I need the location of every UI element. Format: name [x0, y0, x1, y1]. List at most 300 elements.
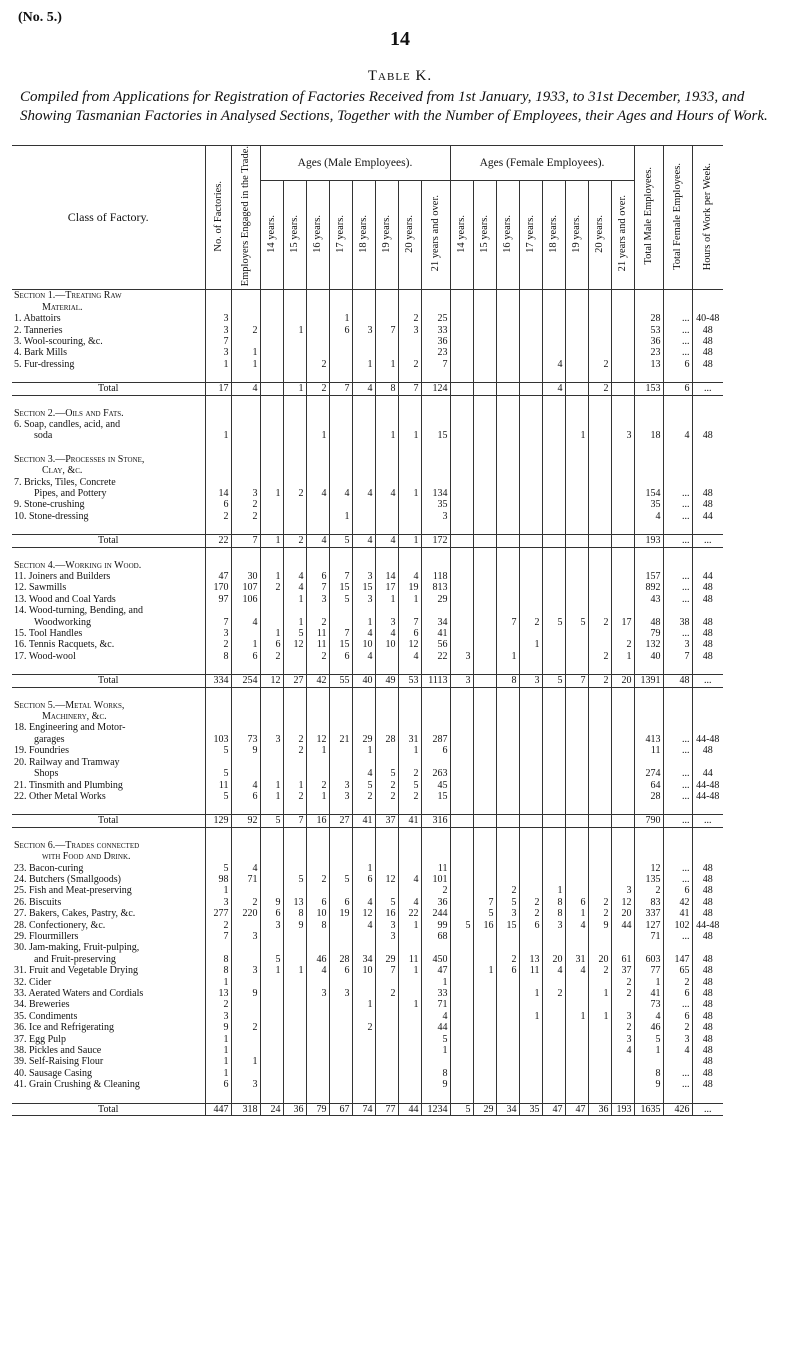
value-cell: [473, 988, 496, 999]
spacer-cell: [473, 370, 496, 383]
value-cell: 263: [421, 768, 450, 779]
table-row: [12, 1045, 723, 1056]
value-cell: 6: [663, 988, 692, 999]
value-cell: 274: [634, 768, 663, 779]
spacer-cell: [634, 687, 663, 700]
value-cell: 2: [611, 639, 634, 650]
value-cell: [398, 711, 421, 722]
value-cell: [473, 594, 496, 605]
value-cell: [542, 745, 565, 756]
value-cell: [260, 594, 283, 605]
value-cell: [421, 722, 450, 733]
spacer-cell: [421, 1091, 450, 1104]
value-cell: 36: [421, 336, 450, 347]
value-cell: 27: [329, 815, 352, 827]
value-cell: [283, 768, 306, 779]
value-cell: 53: [634, 325, 663, 336]
value-cell: [588, 290, 611, 302]
value-cell: ...: [663, 791, 692, 802]
value-cell: [519, 651, 542, 662]
value-cell: [398, 988, 421, 999]
value-cell: [306, 768, 329, 779]
value-cell: 5: [496, 897, 519, 908]
value-cell: 28: [329, 954, 352, 965]
header-no-of-factories: No. of Factories.: [205, 146, 231, 290]
value-cell: 15: [352, 582, 375, 593]
value-cell: 1: [611, 651, 634, 662]
value-cell: [519, 863, 542, 874]
table-row: [12, 1011, 723, 1022]
value-cell: 6: [231, 791, 260, 802]
value-cell: 124: [421, 383, 450, 395]
value-cell: [542, 1011, 565, 1022]
value-cell: [519, 931, 542, 942]
factory-class-name: 31. Fruit and Vegetable Drying: [14, 965, 138, 977]
value-cell: [398, 477, 421, 488]
value-cell: ...: [692, 1103, 723, 1115]
value-cell: [352, 477, 375, 488]
table-row: [12, 920, 723, 931]
spacer-cell: [519, 802, 542, 815]
value-cell: 48: [692, 1022, 723, 1033]
value-cell: 1: [260, 965, 283, 976]
value-cell: [496, 988, 519, 999]
value-cell: [542, 511, 565, 522]
spacer-cell: [692, 370, 723, 383]
page-number: 14: [390, 28, 410, 50]
value-cell: 44-48: [692, 734, 723, 745]
value-cell: ...: [663, 780, 692, 791]
value-cell: [260, 1056, 283, 1067]
value-cell: 8: [375, 383, 398, 395]
spacer-cell: [231, 547, 260, 560]
spacer-cell: [306, 827, 329, 840]
value-cell: 3: [231, 1079, 260, 1090]
table-row: [12, 931, 723, 942]
value-cell: [611, 465, 634, 476]
spacer-cell: [519, 1091, 542, 1104]
spacer-cell: [519, 827, 542, 840]
value-cell: [588, 757, 611, 768]
spacer-cell: [283, 547, 306, 560]
value-cell: 48: [692, 594, 723, 605]
spacer-cell: [542, 370, 565, 383]
value-cell: [306, 1068, 329, 1079]
spacer-cell: [231, 662, 260, 675]
value-cell: [375, 700, 398, 711]
spacer-cell: [450, 802, 473, 815]
value-cell: [565, 711, 588, 722]
value-cell: 4: [398, 571, 421, 582]
value-cell: 1: [352, 863, 375, 874]
value-cell: 4: [542, 359, 565, 370]
value-cell: [565, 931, 588, 942]
value-cell: 40: [352, 675, 375, 687]
value-cell: 4: [421, 1011, 450, 1022]
factory-class-name: 32. Cider: [14, 976, 52, 988]
value-cell: [611, 780, 634, 791]
factory-class-name: 14. Wood-turning, Bending, and: [14, 605, 143, 617]
value-cell: [611, 408, 634, 419]
value-cell: 2: [588, 617, 611, 628]
value-cell: [692, 711, 723, 722]
table-row: [12, 617, 723, 628]
factory-class-name: Total: [12, 383, 205, 395]
value-cell: [588, 885, 611, 896]
value-cell: [450, 1056, 473, 1067]
value-cell: 1635: [634, 1103, 663, 1115]
table-row: [12, 745, 723, 756]
value-cell: 12: [398, 639, 421, 650]
value-cell: [588, 791, 611, 802]
value-cell: [421, 419, 450, 430]
value-cell: [450, 757, 473, 768]
value-cell: 5: [329, 594, 352, 605]
value-cell: 10: [306, 908, 329, 919]
spacer-cell: [260, 547, 283, 560]
value-cell: 6: [260, 908, 283, 919]
value-cell: 5: [283, 628, 306, 639]
value-cell: 5: [450, 920, 473, 931]
value-cell: 2: [519, 908, 542, 919]
value-cell: [398, 511, 421, 522]
value-cell: 603: [634, 954, 663, 965]
table-row: [12, 897, 723, 908]
value-cell: [588, 477, 611, 488]
factory-class-name: 21. Tinsmith and Plumbing: [14, 779, 123, 791]
value-cell: 4: [352, 920, 375, 931]
value-cell: [565, 780, 588, 791]
value-cell: 3: [231, 965, 260, 976]
value-cell: 38: [663, 617, 692, 628]
value-cell: 2: [496, 954, 519, 965]
value-cell: [329, 1056, 352, 1067]
value-cell: [306, 313, 329, 324]
value-cell: [260, 977, 283, 988]
spacer-cell: [542, 395, 565, 408]
value-cell: [260, 499, 283, 510]
spacer-cell: [205, 522, 231, 535]
value-cell: [329, 477, 352, 488]
table-row: [12, 313, 723, 324]
value-cell: [473, 1022, 496, 1033]
value-cell: 48: [692, 488, 723, 499]
value-cell: [450, 499, 473, 510]
value-cell: [565, 535, 588, 547]
value-cell: 6: [306, 897, 329, 908]
value-cell: 1: [283, 383, 306, 395]
value-cell: [375, 290, 398, 302]
value-cell: [496, 477, 519, 488]
value-cell: 1: [260, 780, 283, 791]
value-cell: 48: [692, 1056, 723, 1067]
value-cell: [473, 465, 496, 476]
value-cell: 8: [496, 675, 519, 687]
value-cell: [473, 999, 496, 1010]
value-cell: [663, 840, 692, 851]
value-cell: [205, 560, 231, 571]
value-cell: [588, 999, 611, 1010]
factory-class-name: 20. Railway and Tramway: [14, 756, 120, 768]
spacer-cell: [398, 687, 421, 700]
value-cell: [588, 1079, 611, 1090]
value-cell: 9: [283, 920, 306, 931]
value-cell: [450, 408, 473, 419]
value-cell: [496, 931, 519, 942]
value-cell: [692, 840, 723, 851]
spacer-cell: [306, 395, 329, 408]
value-cell: 6: [205, 499, 231, 510]
value-cell: 4: [231, 780, 260, 791]
spacer-cell: [663, 687, 692, 700]
factory-class-name: 36. Ice and Refrigerating: [14, 1022, 114, 1034]
spacer-cell: [542, 547, 565, 560]
value-cell: 2: [283, 745, 306, 756]
factory-class-name: 4. Bark Mills: [14, 347, 68, 359]
value-cell: 9: [231, 988, 260, 999]
spacer-cell: [588, 802, 611, 815]
value-cell: [496, 639, 519, 650]
value-cell: ...: [663, 1068, 692, 1079]
value-cell: 15: [329, 639, 352, 650]
value-cell: ...: [692, 815, 723, 827]
factories-table: [12, 145, 723, 1116]
value-cell: 12: [352, 908, 375, 919]
value-cell: [588, 734, 611, 745]
value-cell: [352, 931, 375, 942]
spacer-cell: [565, 370, 588, 383]
value-cell: [588, 560, 611, 571]
value-cell: [283, 477, 306, 488]
spacer-cell: [496, 1091, 519, 1104]
value-cell: [496, 851, 519, 862]
value-cell: ...: [663, 313, 692, 324]
value-cell: [496, 1011, 519, 1022]
value-cell: [352, 1056, 375, 1067]
value-cell: [692, 605, 723, 616]
table-name: Table K.: [367, 68, 433, 84]
spacer-row: [12, 687, 723, 700]
spacer-cell: [283, 442, 306, 454]
value-cell: [496, 1022, 519, 1033]
value-cell: [611, 840, 634, 851]
value-cell: 16: [375, 908, 398, 919]
value-cell: [565, 383, 588, 395]
value-cell: [421, 465, 450, 476]
factory-class-name: 9. Stone-crushing: [14, 499, 85, 511]
value-cell: 170: [205, 582, 231, 593]
header-female-age: 18 years.: [542, 180, 565, 290]
value-cell: 4: [352, 488, 375, 499]
section-heading: Section 4.—Working in Wood.: [14, 559, 142, 571]
spacer-cell: [205, 442, 231, 454]
value-cell: [473, 885, 496, 896]
value-cell: [306, 336, 329, 347]
value-cell: [473, 863, 496, 874]
value-cell: [398, 840, 421, 851]
spacer-cell: [398, 662, 421, 675]
value-cell: 56: [421, 639, 450, 650]
value-cell: [398, 408, 421, 419]
value-cell: 48: [692, 897, 723, 908]
value-cell: [473, 745, 496, 756]
table-row: [12, 488, 723, 499]
spacer-cell: [375, 395, 398, 408]
spacer-cell: [375, 370, 398, 383]
value-cell: [542, 430, 565, 441]
value-cell: 3: [306, 988, 329, 999]
value-cell: [634, 302, 663, 313]
table-row: [12, 651, 723, 662]
value-cell: 127: [634, 920, 663, 931]
value-cell: 3: [421, 511, 450, 522]
spacer-cell: [205, 547, 231, 560]
value-cell: [542, 336, 565, 347]
value-cell: 40-48: [692, 313, 723, 324]
value-cell: [283, 722, 306, 733]
spacer-cell: [450, 370, 473, 383]
header-employers: Employers Engaged in the Trade.: [231, 146, 260, 290]
value-cell: 12: [283, 639, 306, 650]
value-cell: ...: [663, 628, 692, 639]
value-cell: 154: [634, 488, 663, 499]
value-cell: [519, 336, 542, 347]
value-cell: ...: [663, 347, 692, 358]
spacer-cell: [692, 687, 723, 700]
value-cell: [398, 757, 421, 768]
value-cell: [565, 757, 588, 768]
value-cell: [542, 477, 565, 488]
value-cell: 3: [450, 651, 473, 662]
value-cell: 48: [692, 745, 723, 756]
value-cell: [450, 965, 473, 976]
value-cell: [542, 722, 565, 733]
value-cell: [450, 780, 473, 791]
value-cell: 22: [421, 651, 450, 662]
value-cell: [565, 313, 588, 324]
value-cell: [205, 605, 231, 616]
value-cell: [260, 711, 283, 722]
value-cell: [421, 302, 450, 313]
factory-class-name: soda: [34, 430, 53, 442]
value-cell: 41: [352, 815, 375, 827]
value-cell: 5: [375, 768, 398, 779]
header-female-age: 14 years.: [450, 180, 473, 290]
value-cell: [565, 628, 588, 639]
value-cell: 1: [205, 430, 231, 441]
value-cell: 4: [352, 628, 375, 639]
value-cell: 48: [692, 336, 723, 347]
table-row: [12, 1022, 723, 1033]
spacer-cell: [611, 662, 634, 675]
value-cell: [588, 465, 611, 476]
value-cell: [450, 954, 473, 965]
factory-class-name: 23. Bacon-curing: [14, 862, 84, 874]
value-cell: [352, 885, 375, 896]
value-cell: [450, 639, 473, 650]
value-cell: [634, 722, 663, 733]
value-cell: [231, 1045, 260, 1056]
value-cell: 5: [205, 863, 231, 874]
value-cell: 5: [375, 897, 398, 908]
value-cell: 1: [565, 1011, 588, 1022]
value-cell: [283, 511, 306, 522]
value-cell: 20: [588, 954, 611, 965]
factory-class-name: 38. Pickles and Sauce: [14, 1045, 102, 1057]
factory-class-name: 5. Fur-dressing: [14, 358, 75, 370]
value-cell: 1113: [421, 675, 450, 687]
table-row: [12, 499, 723, 510]
value-cell: 9: [421, 1079, 450, 1090]
spacer-cell: [496, 802, 519, 815]
table-row: [12, 628, 723, 639]
value-cell: [542, 560, 565, 571]
value-cell: 2: [496, 885, 519, 896]
value-cell: [496, 571, 519, 582]
value-cell: [283, 1011, 306, 1022]
value-cell: 3: [375, 920, 398, 931]
value-cell: [306, 325, 329, 336]
value-cell: [450, 430, 473, 441]
value-cell: [542, 1034, 565, 1045]
section-heading: Machinery, &c.: [42, 711, 107, 723]
value-cell: [421, 454, 450, 465]
value-cell: 2: [588, 651, 611, 662]
spacer-row: [12, 802, 723, 815]
value-cell: 47: [421, 965, 450, 976]
value-cell: 14: [205, 488, 231, 499]
spacer-cell: [519, 522, 542, 535]
value-cell: [634, 851, 663, 862]
value-cell: 48: [692, 1034, 723, 1045]
spacer-cell: [663, 662, 692, 675]
spacer-cell: [588, 1091, 611, 1104]
value-cell: 1: [519, 1011, 542, 1022]
value-cell: [611, 734, 634, 745]
value-cell: [329, 722, 352, 733]
value-cell: [450, 313, 473, 324]
value-cell: [542, 1056, 565, 1067]
value-cell: [565, 1056, 588, 1067]
value-cell: [611, 499, 634, 510]
value-cell: [306, 722, 329, 733]
value-cell: 22: [205, 535, 231, 547]
value-cell: 3: [542, 920, 565, 931]
spacer-cell: [398, 395, 421, 408]
value-cell: [231, 430, 260, 441]
value-cell: 48: [692, 954, 723, 965]
value-cell: 6: [329, 897, 352, 908]
spacer-cell: [473, 1091, 496, 1104]
value-cell: [473, 651, 496, 662]
value-cell: [283, 942, 306, 953]
value-cell: [231, 700, 260, 711]
value-cell: [542, 851, 565, 862]
value-cell: 3: [375, 617, 398, 628]
value-cell: [473, 1034, 496, 1045]
value-cell: 1: [205, 359, 231, 370]
spacer-cell: [634, 662, 663, 675]
value-cell: [496, 582, 519, 593]
spacer-cell: [496, 687, 519, 700]
spacer-cell: [329, 442, 352, 454]
value-cell: [329, 617, 352, 628]
section-heading: Material.: [42, 301, 83, 313]
value-cell: [542, 605, 565, 616]
factory-class-name: 13. Wood and Coal Yards: [14, 593, 116, 605]
value-cell: [450, 419, 473, 430]
value-cell: [496, 302, 519, 313]
